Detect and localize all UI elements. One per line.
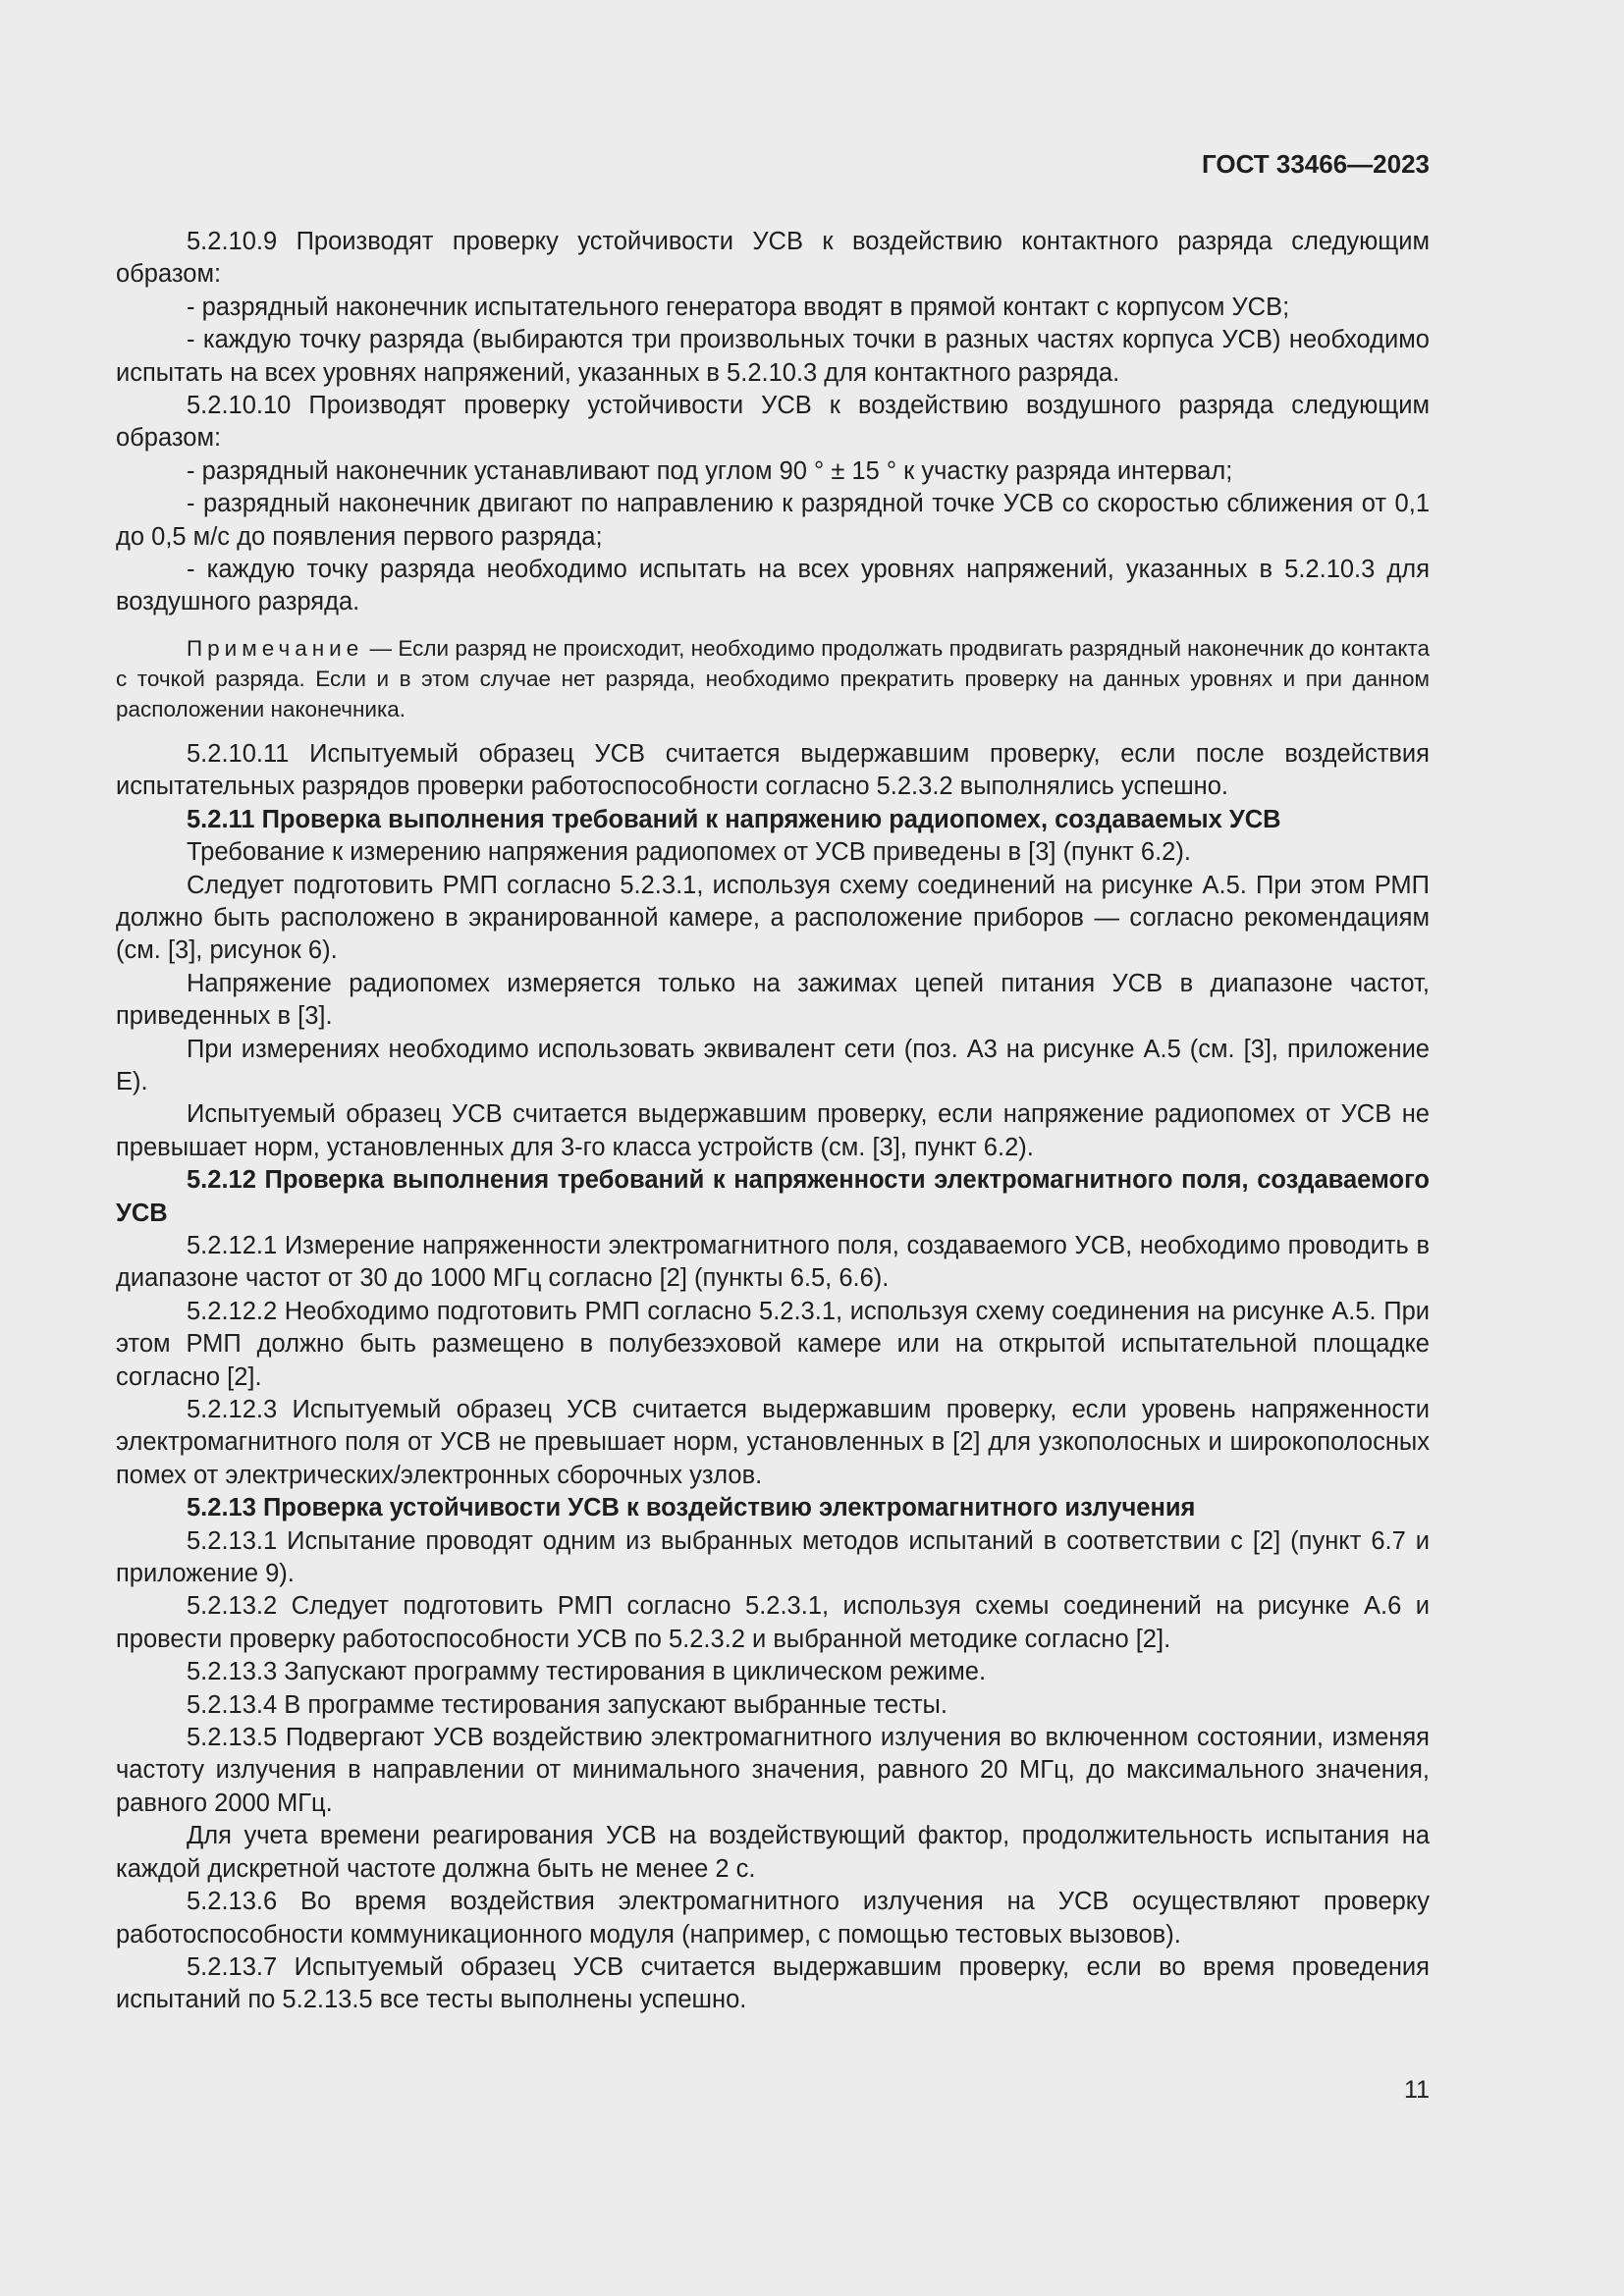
paragraph: Испытуемый образец УСВ считается выдержавшим проверку, если напряжение радиопомех от УСВ не превышает норм, установленных для 3-го класса устройств (см. [3], пункт 6.2).	[116, 1100, 1430, 1161]
paragraph-5-2-10-11: 5.2.10.11 Испытуемый образец УСВ считается выдержавшим проверку, если после воздействия испытательных разрядов проверки работоспособности согласно 5.2.3.2 выполнялись успешно.	[116, 739, 1430, 801]
paragraph-5-2-13-4: 5.2.13.4 В программе тестирования запускают выбранные тесты.	[187, 1690, 947, 1719]
list-item: - каждую точку разряда необходимо испытать на всех уровнях напряжений, указанных в 5.2.10.3 для воздушного разряда.	[116, 556, 1430, 616]
paragraph: Напряжение радиопомех измеряется только на зажимах цепей питания УСВ в диапазоне частот, приведенных в [3].	[116, 969, 1430, 1031]
document-body	[116, 226, 1430, 2017]
paragraph: Следует подготовить РМП согласно 5.2.3.1, используя схему соединений на рисунке А.5. При этом РМП должно быть расположено в экранированной камере, а расположение приборов — согласно рекомендациям (см. [3], рисунок 6).	[116, 871, 1430, 965]
note-block	[116, 633, 1430, 724]
note-label: Примечание	[187, 635, 364, 661]
paragraph-5-2-13-3: 5.2.13.3 Запускают программу тестирования в циклическом режиме.	[187, 1658, 987, 1686]
list-item: - разрядный наконечник устанавливают под углом 90 ° ± 15 ° к участку разряда интервал;	[187, 456, 1233, 485]
section-heading-5-2-12: 5.2.12 Проверка выполнения требований к напряженности электромагнитного поля, создаваемого УСВ	[116, 1166, 1430, 1227]
paragraph-5-2-13-7: 5.2.13.7 Испытуемый образец УСВ считается выдержавшим проверку, если во время проведения испытаний по 5.2.13.5 все тесты выполнены успешно.	[116, 1952, 1430, 2014]
paragraph-5-2-10-9: 5.2.10.9 Производят проверку устойчивости УСВ к воздействию контактного разряда следующим образом:	[116, 228, 1430, 289]
section-heading-5-2-13: 5.2.13 Проверка устойчивости УСВ к воздействию электромагнитного излучения	[187, 1494, 1196, 1522]
page-number: 11	[1404, 2076, 1430, 2104]
paragraph-5-2-13-5: 5.2.13.5 Подвергают УСВ воздействию электромагнитного излучения во включенном состоянии, изменяя частоту излучения в направлении от минимального значения, равного 20 МГц, до максимального значения, равного 2000 МГц.	[116, 1724, 1430, 1817]
paragraph: Для учета времени реагирования УСВ на воздействующий фактор, продолжительность испытания на каждой дискретной частоте должна быть не менее 2 с.	[116, 1822, 1430, 1883]
list-item: - разрядный наконечник двигают по направлению к разрядной точке УСВ со скоростью сближения от 0,1 до 0,5 м/с до появления первого разряда;	[116, 490, 1430, 551]
paragraph-5-2-12-3: 5.2.12.3 Испытуемый образец УСВ считается выдержавшим проверку, если уровень напряженности электромагнитного поля от УСВ не превышает норм, установленных в [2] для узкополосных и широкополосных помех от электрических/электронных сборочных узлов.	[116, 1396, 1430, 1489]
document-code-header: ГОСТ 33466—2023	[1202, 149, 1430, 179]
paragraph: При измерениях необходимо использовать эквивалент сети (поз. А3 на рисунке А.5 (см. [3], приложение Е).	[116, 1035, 1430, 1095]
section-heading-5-2-11: 5.2.11 Проверка выполнения требований к напряжению радиопомех, создаваемых УСВ	[187, 805, 1281, 833]
list-item: - разрядный наконечник испытательного генератора вводят в прямой контакт с корпусом УСВ;	[187, 293, 1290, 321]
paragraph-5-2-13-6: 5.2.13.6 Во время воздействия электромагнитного излучения на УСВ осуществляют проверку работоспособности коммуникационного модуля (например, с помощью тестовых вызовов).	[116, 1888, 1430, 1949]
paragraph: Требование к измерению напряжения радиопомех от УСВ приведены в [3] (пункт 6.2).	[187, 838, 1191, 867]
note-text: — Если разряд не происходит, необходимо продолжать продвигать разрядный наконечник до контакта с точкой разряда. Если и в этом случае нет разряда, необходимо прекратить проверку на данных уровнях и при данном расположении наконечника.	[116, 635, 1430, 721]
paragraph-5-2-13-1: 5.2.13.1 Испытание проводят одним из выбранных методов испытаний в соответствии с [2] (пункт 6.7 и приложение 9).	[116, 1526, 1430, 1588]
paragraph-5-2-12-1: 5.2.12.1 Измерение напряженности электромагнитного поля, создаваемого УСВ, необходимо проводить в диапазоне частот от 30 до 1000 МГц согласно [2] (пункты 6.5, 6.6).	[116, 1231, 1430, 1293]
list-item: - каждую точку разряда (выбираются три произвольных точки в разных частях корпуса УСВ) необходимо испытать на всех уровнях напряжений, указанных в 5.2.10.3 для контактного разряда.	[116, 326, 1430, 387]
paragraph-5-2-12-2: 5.2.12.2 Необходимо подготовить РМП согласно 5.2.3.1, используя схему соединения на рисунке А.5. При этом РМП должно быть размещено в полубезэховой камере или на открытой испытательной площадке согласно [2].	[116, 1297, 1430, 1391]
paragraph-5-2-13-2: 5.2.13.2 Следует подготовить РМП согласно 5.2.3.1, используя схемы соединений на рисунке А.6 и провести проверку работоспособности УСВ по 5.2.3.2 и выбранной методике согласно [2].	[116, 1592, 1430, 1653]
paragraph-5-2-10-10: 5.2.10.10 Производят проверку устойчивости УСВ к воздействию воздушного разряда следующим образом:	[116, 392, 1430, 453]
